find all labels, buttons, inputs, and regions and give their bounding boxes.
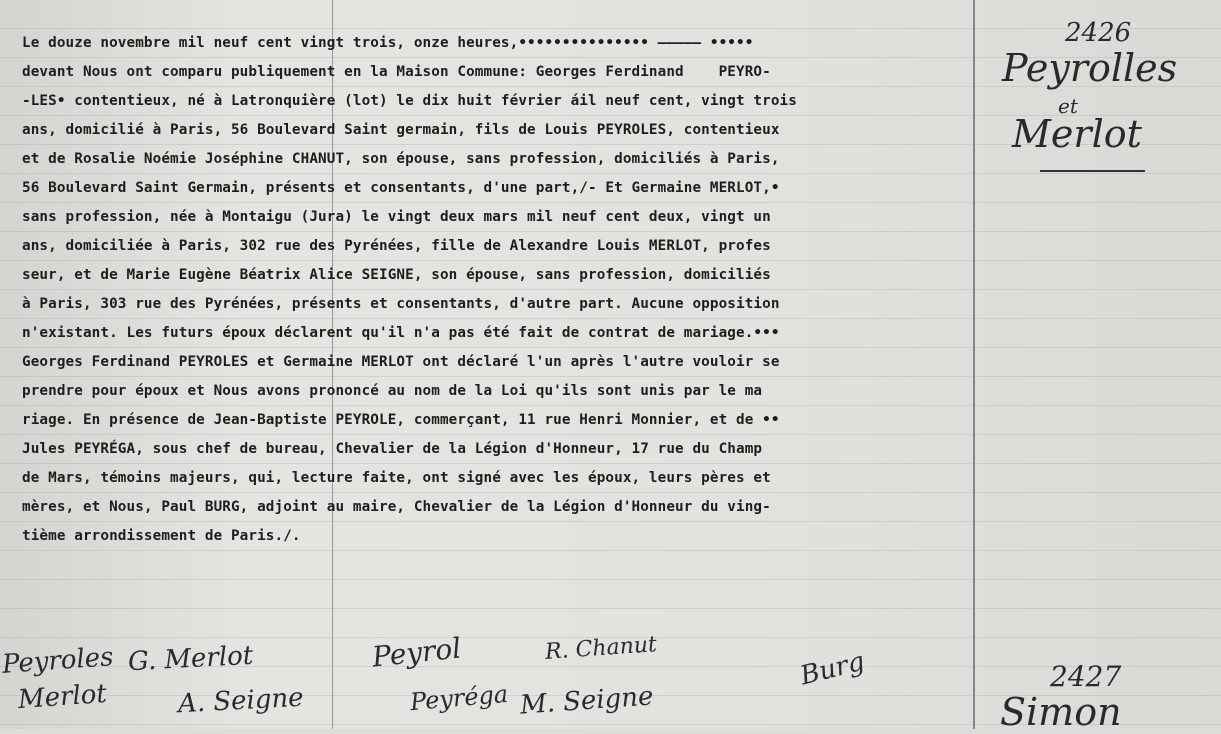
text-line: -LES• contentieux, né à Latronquière (lot) le dix huit février áil neuf cent, vingt trois bbox=[22, 93, 797, 109]
next-entry-number: 2427 bbox=[1050, 660, 1122, 693]
text-line: devant Nous ont comparu publiquement en la Maison Commune: Georges Ferdinand PEYRO- bbox=[22, 64, 771, 80]
signature: Peyroles bbox=[1, 642, 115, 680]
signature: R. Chanut bbox=[544, 632, 658, 665]
text-line: Jules PEYRÉGA, sous chef de bureau, Chevalier de la Légion d'Honneur, 17 rue du Champ bbox=[22, 441, 763, 457]
text-line: de Mars, témoins majeurs, qui, lecture faite, ont signé avec les époux, leurs pères et bbox=[22, 470, 771, 486]
margin-column-rule bbox=[973, 0, 975, 729]
text-line: à Paris, 303 rue des Pyrénées, présents et consentants, d'autre part. Aucune opposition bbox=[22, 296, 780, 312]
text-line: 56 Boulevard Saint Germain, présents et consentants, d'une part,/- Et Germaine MERLOT,• bbox=[22, 180, 780, 196]
text-line: ans, domicilié à Paris, 56 Boulevard Saint germain, fils de Louis PEYROLES, contentieux bbox=[22, 122, 780, 138]
signature: Merlot bbox=[17, 678, 108, 716]
text-line: prendre pour époux et Nous avons prononcé au nom de la Loi qu'ils sont unis par le ma bbox=[22, 383, 763, 399]
text-line: riage. En présence de Jean-Baptiste PEYROLE, commerçant, 11 rue Henri Monnier, et de •• bbox=[22, 412, 780, 428]
text-line: et de Rosalie Noémie Joséphine CHANUT, son épouse, sans profession, domiciliés à Paris, bbox=[22, 151, 780, 167]
text-line: mères, et Nous, Paul BURG, adjoint au maire, Chevalier de la Légion d'Honneur du ving- bbox=[22, 499, 771, 515]
next-entry-name: Simon bbox=[1000, 690, 1122, 734]
margin-connector: et bbox=[1058, 94, 1078, 118]
text-line: Georges Ferdinand PEYROLES et Germaine MERLOT ont déclaré l'un après l'autre vouloir se bbox=[22, 354, 780, 370]
signature: M. Seigne bbox=[519, 681, 655, 721]
signature: Peyréga bbox=[408, 679, 510, 717]
text-line: n'existant. Les futurs époux déclarent qu'il n'a pas été fait de contrat de mariage.••• bbox=[22, 325, 780, 341]
margin-name-groom: Peyrolles bbox=[1002, 46, 1178, 90]
text-line: sans profession, née à Montaigu (Jura) le vingt deux mars mil neuf cent deux, vingt un bbox=[22, 209, 771, 225]
entry-number: 2426 bbox=[1065, 18, 1132, 48]
text-line: seur, et de Marie Eugène Béatrix Alice SEIGNE, son épouse, sans profession, domiciliés bbox=[22, 267, 771, 283]
margin-name-bride: Merlot bbox=[1012, 112, 1142, 156]
signature: Burg bbox=[797, 646, 868, 692]
text-line: ans, domiciliée à Paris, 302 rue des Pyrénées, fille de Alexandre Louis MERLOT, profes bbox=[22, 238, 771, 254]
text-line: Le douze novembre mil neuf cent vingt trois, onze heures,••••••••••••••• ————— ••••• bbox=[22, 35, 754, 51]
margin-underline bbox=[1040, 170, 1145, 172]
signatures-area bbox=[0, 630, 960, 729]
signature: A. Seigne bbox=[177, 682, 305, 720]
text-line: tième arrondissement de Paris./. bbox=[22, 528, 301, 544]
signature: Peyrol bbox=[370, 631, 463, 674]
signature: G. Merlot bbox=[127, 640, 254, 678]
